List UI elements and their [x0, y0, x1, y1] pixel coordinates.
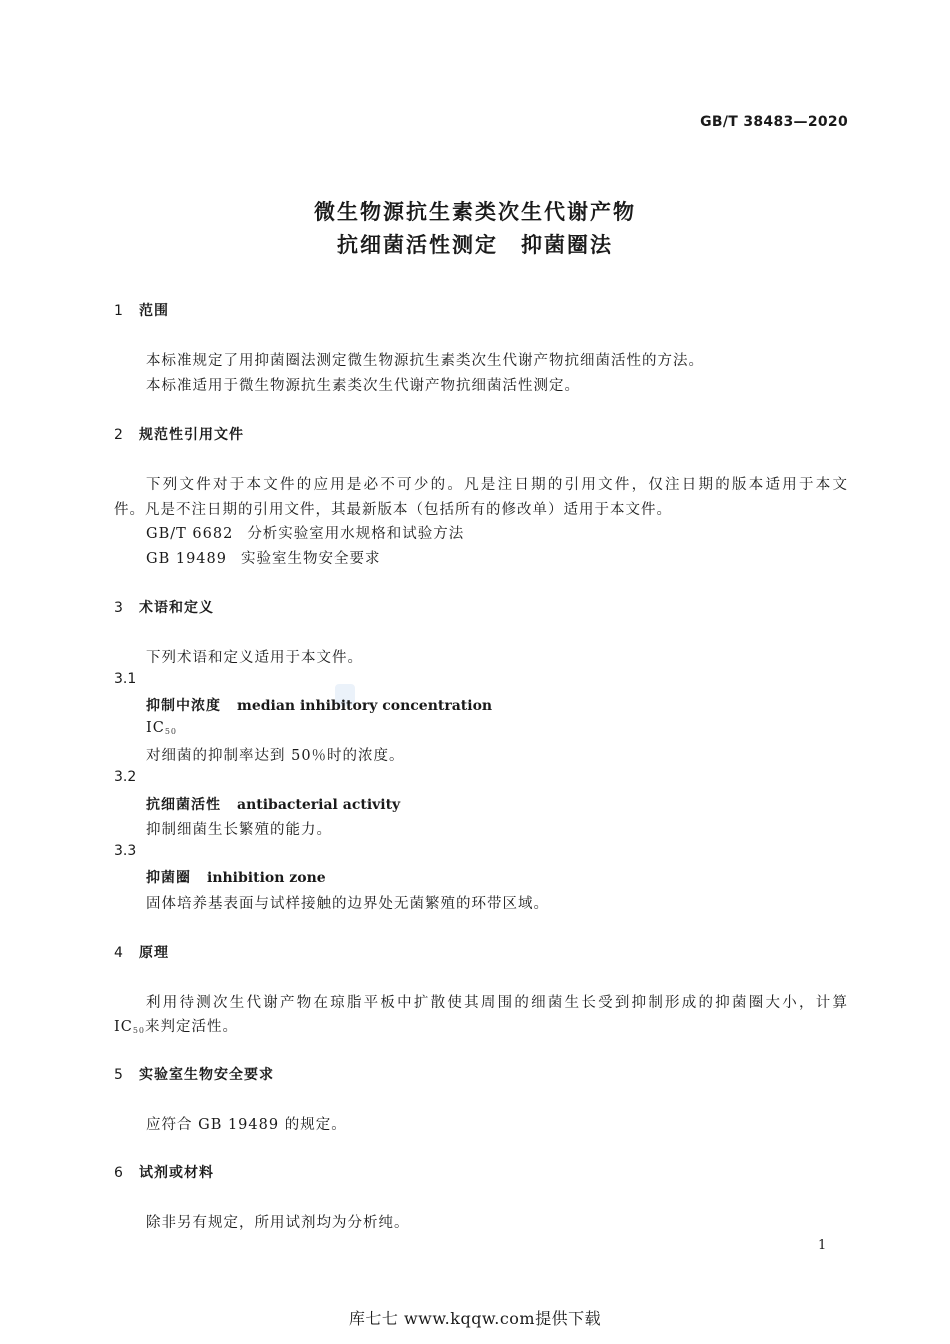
section-number: 3: [114, 600, 124, 616]
term-english: inhibition zone: [207, 870, 326, 886]
term-definition: 固体培养基表面与试样接触的边界处无菌繁殖的环带区域。: [146, 896, 549, 912]
section-5-heading: [114, 1064, 274, 1084]
reference-code: GB 19489: [146, 551, 227, 567]
symbol-subscript: 50: [164, 727, 178, 736]
section-4-heading: [114, 942, 169, 962]
section-number: 4: [114, 945, 124, 961]
section-1-heading: [114, 300, 169, 320]
normative-reference-1: [146, 522, 464, 543]
term-english: median inhibitory concentration: [237, 698, 493, 714]
symbol-text: IC: [146, 720, 165, 736]
section-4-paragraph-line-2: [114, 1015, 238, 1036]
symbol-text: IC: [114, 1019, 133, 1035]
section-number: 5: [114, 1067, 124, 1083]
document-title-line2: 抗细菌活性测定 抑菌圈法: [337, 233, 613, 257]
standard-number: GB/T 38483—2020: [700, 114, 848, 130]
term-entry: [146, 695, 492, 715]
reference-code: GB/T 6682: [146, 526, 234, 542]
section-title: 范围: [139, 303, 169, 319]
term-chinese: 抑菌圈: [146, 870, 191, 886]
section-title: 术语和定义: [139, 600, 214, 616]
term-entry: [146, 794, 400, 814]
term-definition: 抑制细菌生长繁殖的能力。: [146, 822, 332, 838]
term-definition: 对细菌的抑制率达到 50％时的浓度。: [146, 748, 405, 764]
section-1-paragraph-1: 本标准规定了用抑菌圈法测定微生物源抗生素类次生代谢产物抗细菌活性的方法。: [146, 353, 704, 369]
clause-number: 3.2: [114, 769, 137, 785]
document-title-line1: 微生物源抗生素类次生代谢产物: [314, 200, 636, 224]
download-footer: 库七七 www.kqqw.com提供下载: [348, 1309, 602, 1328]
reference-title: 分析实验室用水规格和试验方法: [247, 526, 465, 542]
section-2-paragraph-line-2: 件。凡是不注日期的引用文件，其最新版本（包括所有的修改单）适用于本文件。: [114, 502, 672, 518]
section-6-paragraph: 除非另有规定，所用试剂均为分析纯。: [146, 1215, 410, 1231]
term-english: antibacterial activity: [237, 797, 401, 813]
term-chinese: 抗细菌活性: [146, 797, 221, 813]
term-symbol: [146, 720, 177, 736]
clause-number: 3.1: [114, 671, 137, 687]
section-5-paragraph: 应符合 GB 19489 的规定。: [146, 1117, 347, 1133]
section-3-paragraph: 下列术语和定义适用于本文件。: [146, 650, 363, 666]
section-number: 1: [114, 303, 124, 319]
clause-number: 3.3: [114, 843, 137, 859]
section-4-paragraph-line-1: 利用待测次生代谢产物在琼脂平板中扩散使其周围的细菌生长受到抑制形成的抑菌圈大小，计算: [146, 995, 848, 1011]
section-2-paragraph-line-1: 下列文件对于本文件的应用是必不可少的。凡是注日期的引用文件，仅注日期的版本适用于本文: [146, 477, 848, 493]
section-number: 2: [114, 427, 124, 443]
section-title: 实验室生物安全要求: [139, 1067, 274, 1083]
reference-title: 实验室生物安全要求: [240, 551, 381, 567]
section-1-paragraph-2: 本标准适用于微生物源抗生素类次生代谢产物抗细菌活性测定。: [146, 378, 580, 394]
section-number: 6: [114, 1165, 124, 1181]
section-title: 原理: [139, 945, 169, 961]
page-number: 1: [818, 1238, 827, 1253]
section-title: 规范性引用文件: [139, 427, 244, 443]
term-chinese: 抑制中浓度: [146, 698, 221, 714]
normative-reference-2: [146, 547, 380, 568]
section-2-heading: [114, 424, 244, 444]
symbol-subscript: 50: [132, 1026, 146, 1035]
term-entry: [146, 867, 326, 887]
section-3-heading: [114, 597, 214, 617]
section-6-heading: [114, 1162, 214, 1182]
paragraph-text: 来判定活性。: [145, 1019, 239, 1035]
section-title: 试剂或材料: [139, 1165, 214, 1181]
